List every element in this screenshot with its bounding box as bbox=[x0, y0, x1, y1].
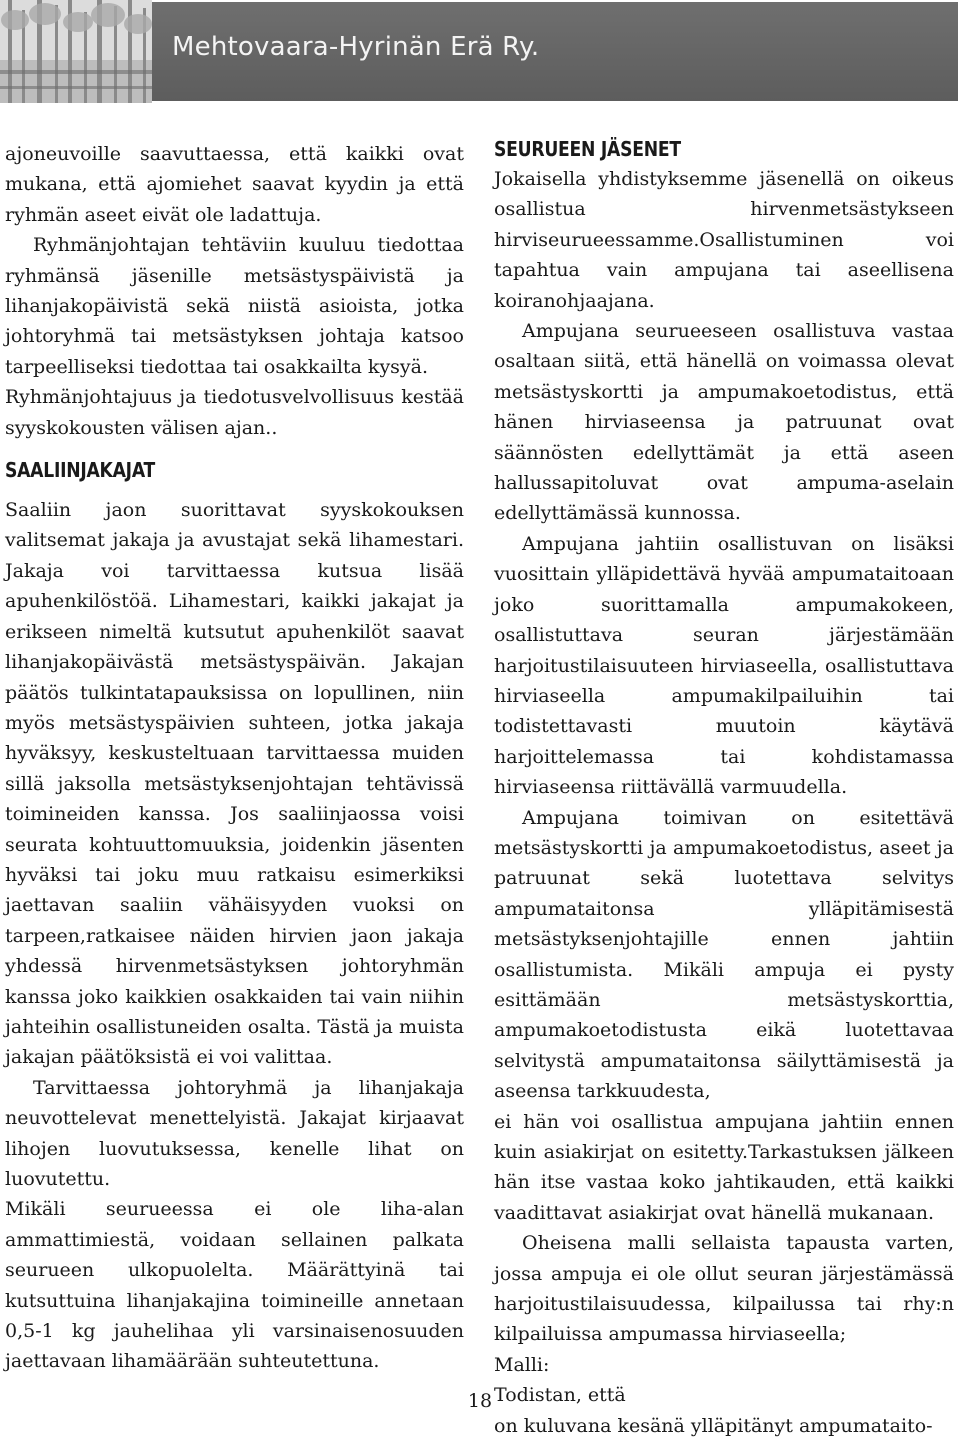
section-title-seurueen-jasenet: SEURUEEN JÄSENET bbox=[494, 137, 681, 161]
right-column bbox=[494, 134, 954, 1441]
section-title-saaliinjakajat: SAALIINJAKAJAT bbox=[5, 458, 156, 483]
publication-title: Mehtovaara-Hyrinän Erä Ry. bbox=[172, 32, 540, 62]
paragraph: Tarvittaessa johtoryhmä ja lihanjakaja neuvottelevat menettelyistä. Jakajat kirjaavat lihojen luovutuksessa, kenelle lihat on luovutettu. bbox=[5, 1076, 464, 1190]
forest-photo bbox=[0, 0, 152, 103]
left-column bbox=[5, 139, 464, 1377]
page-header bbox=[0, 0, 960, 103]
paragraph: Ampujana jahtiin osallistuvan on lisäksi vuosittain ylläpidettävä hyvää ampumataitoaan joko suorittamalla ampumakokeen, osallistuttava seuran järjestämään harjoitustilaisuuteen hirviaseella, osallistuttava hirviaseella ampumakilpailuihin tai todistettavasti muutoin käytävä harjoittelemassa tai kohdistamassa hirviaseensa riittävällä varmuudella. bbox=[494, 532, 954, 799]
paragraph: Malli: bbox=[494, 1353, 550, 1376]
paragraph: Oheisena malli sellaista tapausta varten, jossa ampuja ei ole ollut seuran järjestämässä harjoitustilaisuudessa, kilpailussa tai rhy:n kilpailuissa ampumassa hirviaseella; bbox=[494, 1232, 954, 1346]
paragraph: Ampujana seurueeseen osallistuva vastaa osaltaan siitä, että hänellä on voimassa olevat metsästyskortti ja ampumakoetodistus, että hänen hirviaseensa ja patruunat ovat säännösten edellyttämät ja että aseen hallussapitoluvat ovat ampuma-aselain edellyttämässä kunnossa. bbox=[494, 320, 954, 525]
paragraph: Ampujana toimivan on esitettävä metsästyskortti ja ampumakoetodistus, aseet ja patruunat sekä luotettava selvitys ampumataitonsa ylläpitämisestä metsästyksenjohtajille ennen jahtiin osallistumista. Mikäli ampuja ei pysty esittämään metsästyskorttia, ampumakoetodistusta eikä luotettavaa selvitystä ampumataitonsa säilyttämisestä ja aseensa tarkkuudesta, bbox=[494, 806, 954, 1103]
paragraph: ei hän voi osallistua ampujana jahtiin ennen kuin asiakirjat on esitetty.Tarkastuksen jälkeen hän itse vastaa koko jahtikauden, että kaikki vaadittavat asiakirjat ovat hänellä mukanaan. bbox=[494, 1110, 954, 1224]
paragraph: ajoneuvoille saavuttaessa, että kaikki ovat mukana, että ajomiehet saavat kyydin ja että ryhmän aseet eivät ole ladattuja. bbox=[5, 143, 464, 226]
paragraph: Mikäli seurueessa ei ole liha-alan ammattimiestä, voidaan sellainen palkata seurueen ulkopuolelta. Määrättyinä tai kutsuttuina lihanjakajina toimineille annetaan 0,5-1 kg jauhelihaa yli varsinaisenosuuden jaettavaan lihamäärään suhteutettuna. bbox=[5, 1198, 464, 1373]
header-title-bar bbox=[152, 2, 958, 101]
paragraph: Ryhmänjohtajan tehtäviin kuuluu tiedottaa ryhmänsä jäsenille metsästyspäivistä ja lihanjakopäivistä sekä niistä asioista, jotka johtoryhmä tai metsästyksen johtaja katsoo tarpeelliseksi tiedottaa tai osakkailta kysyä. bbox=[5, 234, 464, 378]
paragraph: Jokaisella yhdistyksemme jäsenellä on oikeus osallistua hirvenmetsästykseen hirviseurueessamme.Osallistuminen voi tapahtua vain ampujana tai aseellisena koiranohjaajana. bbox=[494, 168, 954, 312]
page-number: 18 bbox=[467, 1390, 493, 1412]
paragraph: Todistan, että bbox=[494, 1384, 626, 1407]
paragraph: Ryhmänjohtajuus ja tiedotusvelvollisuus kestää syyskokousten välisen ajan.. bbox=[5, 386, 464, 439]
paragraph: on kuluvana kesänä ylläpitänyt ampumataito- bbox=[494, 1414, 933, 1437]
paragraph: Saaliin jaon suorittavat syyskokouksen valitsemat jakaja ja avustajat sekä lihamestari. Jakaja voi tarvittaessa kutsua lisää apuhenkilöstöä. Lihamestari, kaikki jakajat ja erikseen nimeltä kutsutut apuhenkilöt saavat lihanjakopäivästä metsästyspäivän. Jakajan päätös tulkintatapauksissa on lopullinen, niin myös metsästyspäivien suhteen, jotka jakaja hyväksyy, keskusteltuaan tarvittaessa muiden sillä jaksolla metsästyksenjohtajan tehtävissä toimineiden kanssa. Jos saaliinjaossa voisi seurata kohtuuttomuuksia, joidenkin jäsenten hyväksi tai joku muu ratkaisu esimerkiksi jaettavan saaliin vähäisyyden vuoksi on tarpeen,ratkaisee näiden hirvien jaon jakaja yhdessä hirvenmetsästyksen johtoryhmän kanssa joko kaikkien osakkaiden tai vain niihin jahteihin osallistuneiden osalta. Tästä ja muista jakajan päätöksistä ei voi valittaa. bbox=[5, 499, 464, 1069]
